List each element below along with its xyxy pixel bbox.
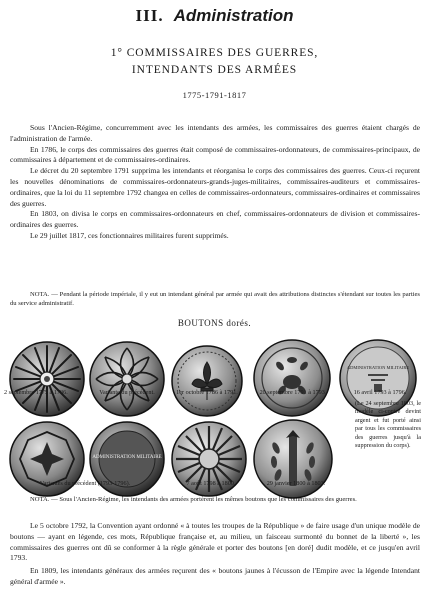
medal-inscription: ADMINISTRATION MILITAIRE	[92, 455, 162, 460]
nota-intendants: NOTA. — Sous l'Ancien-Régime, les intendants des armées portèrent les mêmes boutons que les commissaires des guerres.	[30, 496, 357, 503]
intro-paragraph: Le 29 juillet 1817, ces fonctionnaires militaires furent supprimés.	[30, 230, 229, 240]
section-dates: 1775-1791-1817	[182, 90, 247, 100]
fasces-wreath-button-image	[252, 418, 334, 500]
nota-intendant: NOTA. — Pendant la période impériale, il y eut un intendant général par armée qui avait des attributions distinctes s'étendant sur toutes les parties du service administratif.	[10, 291, 420, 307]
button-caption: 2 septembre 1775 à 1786.	[4, 389, 68, 396]
button-caption: 7 août 1798 à 1800.	[186, 480, 236, 487]
button-caption: 29 janvier 1800 à 1803.	[266, 480, 326, 487]
button-caption: 1er octobre 1786 à 1791.	[176, 389, 238, 396]
chapter-number: III.	[135, 6, 164, 25]
lower-paragraph: Le 5 octobre 1792, la Convention ayant ordonné « à toutes les troupes de la République » de faire usage d'un unique modèle de boutons — ayant en légende, ces mots, République française et, au milieu, un faisceau surmonté du bonnet de la liberté », les commissaires des guerres ont dû se conformer à la règle générale et porter des boutons [en doré] dudit modèle, et ce jusqu'en avril 1793.	[10, 521, 420, 563]
lower-paragraph: En 1809, les intendants généraux des armées reçurent des « boutons jaunes à l'écusson de l'Empire avec la légende Intendant général d'armée ».	[10, 566, 420, 586]
button-caption: 16 avril 1793 à 1796.	[353, 389, 407, 396]
wreath-button-image	[252, 338, 332, 418]
side-note: (Le 24 septembre 1803, le modèle ci-contre devint argent et fut porté ainsi par tous les commissaires des guerres jusqu'à la suppression du corps).	[355, 400, 421, 450]
button-caption: Variantes du précédent (1793-1796).	[39, 480, 131, 487]
sunburst-button-image	[8, 340, 86, 418]
fleur-de-lis-button-image	[170, 344, 244, 418]
button-caption: 20 septembre 1791 à 1793.	[259, 389, 327, 396]
button-caption: Variante du précédent.	[99, 389, 155, 396]
intro-paragraph: En 1803, on divisa le corps en commissaires-ordonnateurs en chef, commissaires-ordonnateurs de division et commissaires-ordinaires des guerres.	[10, 209, 420, 230]
chapter-title: Administration	[173, 6, 294, 25]
buttons-heading: BOUTONS dorés.	[177, 318, 252, 328]
intro-paragraph: Sous l'Ancien-Régime, concurremment avec les intendants des armées, les commissaires des guerres étaient chargés de l'administration de l'armée.	[10, 123, 420, 143]
intro-paragraph: Le décret du 20 septembre 1791 supprima les intendants et réorganisa le corps des commissaires des guerres. Ceux-ci reçurent les nouvelles dénominations de commissaires-ordonnateurs-grands-juges-militaires, commissaires-auditeurs et commissaires-ordinaires, que la loi du 11 septembre 1792 changea en celles de commissaires-ordonnateurs, commissaires-ordinaires et commissaires des guerres.	[10, 166, 420, 208]
medal-inscription: ADMINISTRATION MILITAIRE	[346, 365, 410, 370]
section-title-line2: INTENDANTS DES ARMÉES	[131, 64, 298, 76]
section-title-line1: 1° COMMISSAIRES DES GUERRES,	[110, 47, 319, 59]
lower-text	[10, 521, 420, 590]
intro-paragraph: En 1786, le corps des commissaires des guerres était composé de commissaires-ordonnateurs, de commissaires-principaux, de commissaires à département et de commissaires-ordinaires.	[10, 144, 420, 165]
rosette-button-image	[88, 340, 166, 418]
